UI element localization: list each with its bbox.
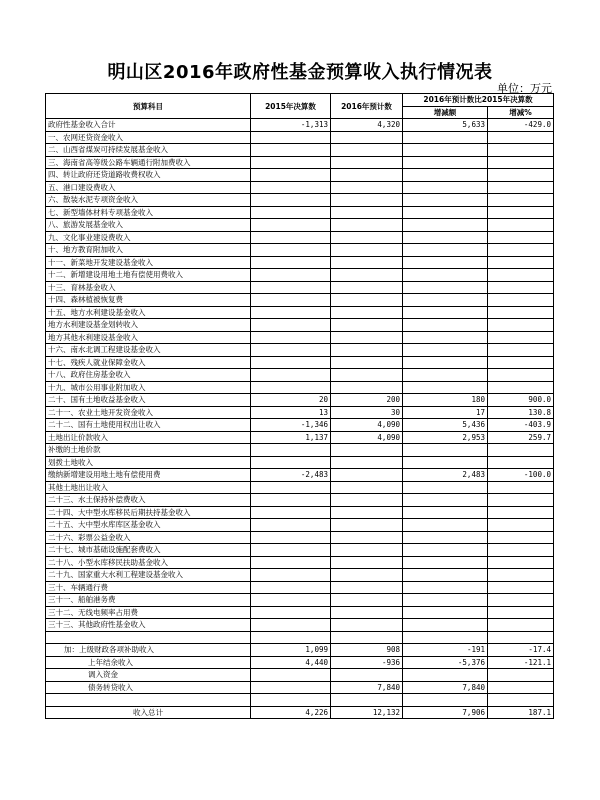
row-diff: -5,376 [403,656,488,669]
row-pct [488,606,554,619]
table-row [46,631,554,644]
row-value-2015 [251,681,331,694]
row-value-2015: 20 [251,394,331,407]
row-value-2015 [251,144,331,157]
table-row [46,394,554,407]
row-name: 三十二、无线电频率占用费 [46,606,251,619]
row-name: 二十二、国有土地使用权出让收入 [46,419,251,432]
row-diff: -191 [403,644,488,657]
row-value-2016 [331,456,403,469]
table-row [46,256,554,269]
row-pct [488,281,554,294]
row-value-2016: 12,132 [331,706,403,719]
row-name: 十四、森林植被恢复费 [46,294,251,307]
row-name: 十六、南水北调工程建设基金收入 [46,344,251,357]
table-row [46,419,554,432]
row-value-2016 [331,281,403,294]
table-row [46,694,554,707]
row-value-2016 [331,181,403,194]
page-title: 明山区2016年政府性基金预算收入执行情况表 [107,62,493,83]
row-value-2015 [251,194,331,207]
row-name: 地方水利建设基金划转收入 [46,319,251,332]
row-diff [403,231,488,244]
row-value-2016 [331,506,403,519]
row-value-2016 [331,331,403,344]
table-row [46,706,554,719]
row-value-2015 [251,281,331,294]
row-value-2015: 4,440 [251,656,331,669]
table-row [46,119,554,132]
row-name: 十五、地方水利建设基金收入 [46,306,251,319]
row-diff [403,331,488,344]
row-value-2016 [331,556,403,569]
table-row [46,406,554,419]
row-value-2015 [251,181,331,194]
row-value-2016 [331,194,403,207]
row-diff [403,569,488,582]
row-name: 其他土地出让收入 [46,481,251,494]
header-diff: 增减额 [403,106,488,119]
table-row [46,481,554,494]
row-pct [488,544,554,557]
row-value-2016 [331,594,403,607]
row-value-2015 [251,244,331,257]
row-pct [488,181,554,194]
row-name: 划拨土地收入 [46,456,251,469]
row-diff [403,444,488,457]
row-value-2016 [331,519,403,532]
table-row [46,581,554,594]
table-row [46,444,554,457]
row-diff [403,506,488,519]
row-diff [403,319,488,332]
row-pct [488,144,554,157]
row-diff [403,344,488,357]
row-value-2015 [251,531,331,544]
table-row [46,656,554,669]
row-value-2016: 4,090 [331,419,403,432]
row-value-2015 [251,231,331,244]
row-value-2016 [331,481,403,494]
row-value-2016: 4,320 [331,119,403,132]
header-compare: 2016年预计数比2015年决算数 [403,94,554,107]
row-name: 二十九、国家重大水利工程建设基金收入 [46,569,251,582]
row-value-2016 [331,619,403,632]
row-value-2015 [251,294,331,307]
row-pct [488,619,554,632]
row-value-2016 [331,444,403,457]
row-value-2015 [251,594,331,607]
row-diff [403,594,488,607]
row-pct [488,256,554,269]
table-row [46,469,554,482]
table-row [46,344,554,357]
table-row [46,606,554,619]
row-pct [488,481,554,494]
row-value-2015 [251,319,331,332]
row-name: 二十八、小型水库移民扶助基金收入 [46,556,251,569]
row-value-2015: -1,313 [251,119,331,132]
row-value-2015 [251,444,331,457]
row-diff [403,131,488,144]
table-row [46,144,554,157]
row-name: 二十三、水土保持补偿费收入 [46,494,251,507]
row-diff: 7,840 [403,681,488,694]
row-name: 上年结余收入 [46,656,251,669]
table-row [46,569,554,582]
row-value-2016 [331,156,403,169]
table-row [46,306,554,319]
row-name [46,631,251,644]
table-row [46,619,554,632]
table-row [46,456,554,469]
table-row [46,594,554,607]
row-pct [488,219,554,232]
row-diff [403,181,488,194]
table-row [46,494,554,507]
row-value-2015 [251,569,331,582]
table-row [46,531,554,544]
row-diff [403,631,488,644]
row-name: 九、文化事业建设费收入 [46,231,251,244]
table-row [46,181,554,194]
row-pct [488,669,554,682]
row-value-2015 [251,494,331,507]
row-name: 七、新型墙体材料专项基金收入 [46,206,251,219]
row-pct: -429.0 [488,119,554,132]
row-value-2016: -936 [331,656,403,669]
row-diff [403,194,488,207]
row-value-2016 [331,569,403,582]
row-pct [488,456,554,469]
row-value-2016 [331,544,403,557]
header-2015: 2015年决算数 [251,94,331,119]
row-value-2015 [251,256,331,269]
row-pct [488,381,554,394]
table-row [46,544,554,557]
row-diff: 17 [403,406,488,419]
table-row [46,381,554,394]
row-diff [403,244,488,257]
row-pct [488,519,554,532]
row-name: 二十六、彩票公益金收入 [46,531,251,544]
row-pct [488,581,554,594]
row-name: 二十五、大中型水库库区基金收入 [46,519,251,532]
row-value-2016 [331,581,403,594]
row-value-2016 [331,631,403,644]
table-row [46,231,554,244]
row-name: 土地出让价款收入 [46,431,251,444]
row-value-2015: -2,483 [251,469,331,482]
row-diff [403,219,488,232]
row-pct: 900.0 [488,394,554,407]
row-diff: 7,906 [403,706,488,719]
row-pct [488,556,554,569]
row-value-2016: 908 [331,644,403,657]
row-diff [403,556,488,569]
table-row [46,281,554,294]
row-diff [403,144,488,157]
row-value-2016: 4,090 [331,431,403,444]
row-name: 加：上级财政各项补助收入 [46,644,251,657]
row-name: 十二、新增建设用地土地有偿使用费收入 [46,269,251,282]
row-value-2016 [331,244,403,257]
row-diff [403,494,488,507]
table-row [46,319,554,332]
row-value-2016 [331,144,403,157]
unit-label: 单位：万元 [497,82,552,95]
row-pct [488,306,554,319]
row-value-2015 [251,544,331,557]
row-value-2016 [331,694,403,707]
row-diff [403,481,488,494]
header-pct: 增减% [488,106,554,119]
row-diff [403,694,488,707]
row-pct [488,369,554,382]
row-value-2015 [251,669,331,682]
table-row [46,206,554,219]
row-name: 一、农网还贷资金收入 [46,131,251,144]
row-value-2016 [331,356,403,369]
row-value-2015: -1,346 [251,419,331,432]
row-diff [403,619,488,632]
row-name: 二十四、大中型水库移民后期扶持基金收入 [46,506,251,519]
row-pct: 130.8 [488,406,554,419]
row-pct: -403.9 [488,419,554,432]
row-diff [403,381,488,394]
table-row [46,156,554,169]
row-diff: 5,633 [403,119,488,132]
row-name: 二十一、农业土地开发资金收入 [46,406,251,419]
row-value-2016 [331,319,403,332]
row-diff [403,544,488,557]
row-diff [403,156,488,169]
row-name: 三十、车辆通行费 [46,581,251,594]
row-value-2016 [331,206,403,219]
row-value-2015 [251,606,331,619]
row-pct [488,494,554,507]
row-diff [403,369,488,382]
table-row [46,219,554,232]
row-pct [488,356,554,369]
row-name: 债务转贷收入 [46,681,251,694]
row-pct [488,569,554,582]
row-pct [488,681,554,694]
row-name: 十七、残疾人就业保障金收入 [46,356,251,369]
row-value-2015 [251,269,331,282]
table-row [46,681,554,694]
row-diff [403,519,488,532]
row-pct [488,131,554,144]
header-2016: 2016年预计数 [331,94,403,119]
row-value-2016 [331,531,403,544]
row-name: 调入资金 [46,669,251,682]
row-diff [403,206,488,219]
row-diff [403,281,488,294]
row-name: 二、山西省煤炭可持续发展基金收入 [46,144,251,157]
row-value-2015 [251,456,331,469]
row-value-2016 [331,269,403,282]
row-value-2016 [331,381,403,394]
row-diff [403,294,488,307]
table-row [46,669,554,682]
table-row [46,644,554,657]
row-value-2015: 1,099 [251,644,331,657]
row-diff [403,256,488,269]
table-row [46,506,554,519]
row-value-2015 [251,556,331,569]
row-value-2015: 13 [251,406,331,419]
row-value-2016 [331,369,403,382]
row-pct: 187.1 [488,706,554,719]
row-pct [488,594,554,607]
row-pct [488,206,554,219]
row-pct [488,331,554,344]
row-pct: -100.0 [488,469,554,482]
row-pct [488,244,554,257]
row-value-2016 [331,256,403,269]
row-value-2015 [251,169,331,182]
row-name: 十、地方教育附加收入 [46,244,251,257]
row-diff [403,669,488,682]
row-pct: -17.4 [488,644,554,657]
row-value-2015 [251,506,331,519]
row-value-2016 [331,494,403,507]
row-pct [488,531,554,544]
row-pct [488,169,554,182]
row-name: 三、海南省高等级公路车辆通行附加费收入 [46,156,251,169]
row-name: 十九、城市公用事业附加收入 [46,381,251,394]
row-value-2016 [331,669,403,682]
table-row [46,294,554,307]
row-value-2015 [251,381,331,394]
table-row [46,131,554,144]
row-value-2016: 30 [331,406,403,419]
row-diff [403,306,488,319]
row-name: 地方其他水利建设基金收入 [46,331,251,344]
row-diff: 180 [403,394,488,407]
row-pct [488,631,554,644]
budget-table [45,93,554,719]
row-pct [488,344,554,357]
row-value-2016 [331,219,403,232]
row-diff [403,581,488,594]
row-value-2016: 200 [331,394,403,407]
row-value-2016 [331,294,403,307]
row-value-2015 [251,369,331,382]
row-name: 十八、政府住房基金收入 [46,369,251,382]
table-row [46,519,554,532]
row-pct [488,269,554,282]
row-value-2016 [331,469,403,482]
row-name [46,694,251,707]
row-pct [488,231,554,244]
row-value-2015 [251,481,331,494]
row-value-2016 [331,131,403,144]
row-value-2015 [251,344,331,357]
table-row [46,331,554,344]
row-diff [403,269,488,282]
row-value-2016 [331,231,403,244]
row-value-2016: 7,840 [331,681,403,694]
row-diff [403,456,488,469]
row-value-2015 [251,131,331,144]
row-name: 六、散装水泥专项资金收入 [46,194,251,207]
row-pct [488,694,554,707]
row-pct [488,444,554,457]
table-row [46,356,554,369]
row-diff [403,169,488,182]
row-name: 收入总计 [46,706,251,719]
row-name: 三十一、船舶港务费 [46,594,251,607]
row-diff [403,356,488,369]
row-value-2015 [251,156,331,169]
row-name: 补缴的土地价款 [46,444,251,457]
row-pct: 259.7 [488,431,554,444]
row-value-2015: 1,137 [251,431,331,444]
row-value-2016 [331,169,403,182]
row-diff: 5,436 [403,419,488,432]
row-pct [488,156,554,169]
row-diff: 2,483 [403,469,488,482]
row-pct [488,194,554,207]
table-row [46,369,554,382]
row-pct [488,319,554,332]
table-row [46,269,554,282]
row-name: 二十、国有土地收益基金收入 [46,394,251,407]
row-value-2015 [251,619,331,632]
row-value-2016 [331,606,403,619]
row-diff [403,531,488,544]
row-pct: -121.1 [488,656,554,669]
row-name: 三十三、其他政府性基金收入 [46,619,251,632]
header-item: 预算科目 [46,94,251,119]
table-row [46,169,554,182]
row-pct [488,506,554,519]
row-name: 政府性基金收入合计 [46,119,251,132]
row-value-2015 [251,519,331,532]
table-row [46,244,554,257]
row-pct [488,294,554,307]
row-value-2016 [331,344,403,357]
table-row [46,556,554,569]
row-name: 二十七、城市基础设施配套费收入 [46,544,251,557]
row-name: 五、港口建设费收入 [46,181,251,194]
row-value-2015 [251,331,331,344]
row-name: 十一、新菜地开发建设基金收入 [46,256,251,269]
row-value-2015 [251,581,331,594]
row-name: 八、旅游发展基金收入 [46,219,251,232]
table-row [46,431,554,444]
row-value-2015 [251,306,331,319]
row-value-2016 [331,306,403,319]
row-value-2015 [251,206,331,219]
row-value-2015 [251,631,331,644]
row-value-2015 [251,356,331,369]
row-name: 十三、育林基金收入 [46,281,251,294]
row-diff [403,606,488,619]
row-value-2015: 4,226 [251,706,331,719]
row-value-2015 [251,219,331,232]
row-diff: 2,953 [403,431,488,444]
table-row [46,194,554,207]
row-value-2015 [251,694,331,707]
row-name: 四、转让政府还贷道路收费权收入 [46,169,251,182]
row-name: 缴纳新增建设用地土地有偿使用费 [46,469,251,482]
